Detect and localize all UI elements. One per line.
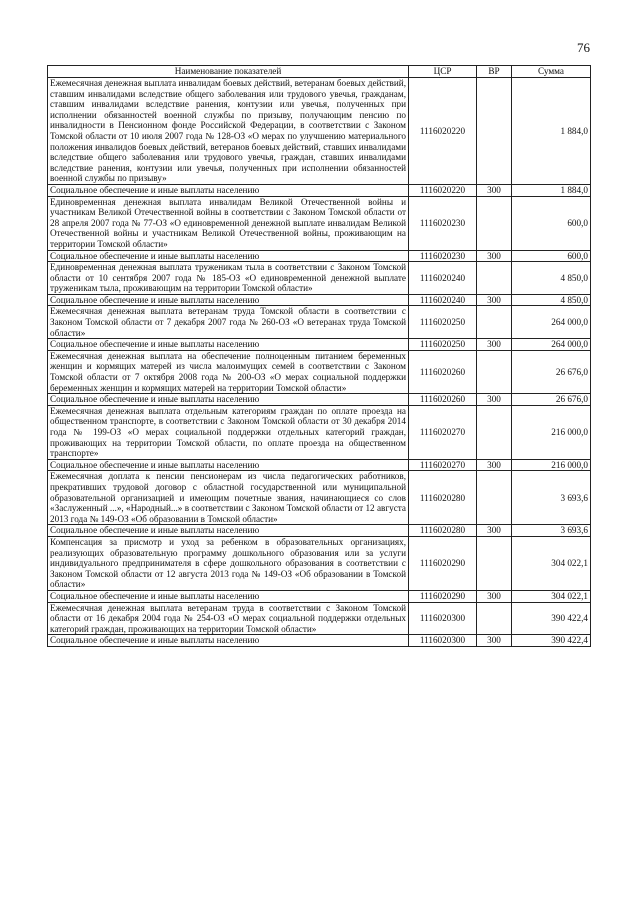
table-row (48, 471, 591, 525)
cell-csr: 1116020270 (409, 405, 477, 459)
table-subrow (48, 250, 591, 262)
table-subrow (48, 525, 591, 537)
table-row (48, 536, 591, 590)
table-body (48, 78, 591, 647)
cell-name: Ежемесячная доплата к пенсии пенсионерам из числа педагогических работников, прекративших трудовой договор с областной государственной или муниципальной образовательной организацией и имеющим почетные звания, начинающиеся со слов «Заслуженный ...», «Народный...» в соответствии с Законом Томской области от 12 августа 2013 года № 149-ОЗ «Об образовании в Томской области» (48, 471, 409, 525)
cell-sum: 304 022,1 (512, 590, 591, 602)
cell-vr (477, 602, 512, 635)
cell-sum: 600,0 (512, 196, 591, 250)
cell-name: Ежемесячная денежная выплата отдельным категориям граждан по оплате проезда на общественном транспорте, в соответствии с Законом Томской области от 30 декабря 2014 года № 199-ОЗ «О мерах социальной поддержки отдельных категорий граждан, проживающих на территории Томской области, по оплате проезда на общественном транспорте» (48, 405, 409, 459)
cell-csr: 1116020250 (409, 339, 477, 351)
cell-csr: 1116020250 (409, 306, 477, 339)
cell-vr (477, 78, 512, 185)
cell-sum: 264 000,0 (512, 306, 591, 339)
cell-csr: 1116020300 (409, 635, 477, 647)
cell-csr: 1116020290 (409, 536, 477, 590)
table-subrow (48, 339, 591, 351)
cell-sum: 4 850,0 (512, 294, 591, 306)
cell-name: Социальное обеспечение и иные выплаты населению (48, 590, 409, 602)
cell-csr: 1116020280 (409, 471, 477, 525)
cell-vr: 300 (477, 339, 512, 351)
cell-csr: 1116020240 (409, 294, 477, 306)
table-row (48, 602, 591, 635)
cell-sum: 1 884,0 (512, 184, 591, 196)
cell-sum: 1 884,0 (512, 78, 591, 185)
cell-name: Социальное обеспечение и иные выплаты населению (48, 339, 409, 351)
cell-csr: 1116020260 (409, 394, 477, 406)
table-subrow (48, 459, 591, 471)
cell-vr: 300 (477, 250, 512, 262)
table-subrow (48, 590, 591, 602)
cell-sum: 304 022,1 (512, 536, 591, 590)
cell-vr (477, 471, 512, 525)
cell-vr (477, 306, 512, 339)
table-row (48, 405, 591, 459)
cell-vr: 300 (477, 635, 512, 647)
cell-csr: 1116020220 (409, 184, 477, 196)
cell-vr (477, 405, 512, 459)
header-name: Наименование показателей (48, 66, 409, 78)
table-subrow (48, 294, 591, 306)
cell-vr: 300 (477, 294, 512, 306)
cell-csr: 1116020300 (409, 602, 477, 635)
table-row (48, 196, 591, 250)
cell-vr: 300 (477, 394, 512, 406)
table-subrow (48, 184, 591, 196)
header-row (48, 66, 591, 78)
header-sum: Сумма (512, 66, 591, 78)
table-row (48, 262, 591, 295)
cell-name: Компенсация за присмотр и уход за ребенком в образовательных организациях, реализующих образовательную программу дошкольного образования или за услуги индивидуального предпринимателя в сфере дошкольного образования в соответствии с Законом Томской области от 12 августа 2013 года № 149-ОЗ «Об образовании в Томской области» (48, 536, 409, 590)
cell-name: Социальное обеспечение и иные выплаты населению (48, 184, 409, 196)
cell-vr (477, 350, 512, 393)
cell-name: Ежемесячная денежная выплата ветеранам труда в соответствии с Законом Томской области от 16 декабря 2004 года № 254-ОЗ «О мерах социальной поддержки отдельных категорий граждан, проживающих на территории Томской области» (48, 602, 409, 635)
cell-csr: 1116020230 (409, 196, 477, 250)
cell-name: Социальное обеспечение и иные выплаты населению (48, 250, 409, 262)
cell-sum: 600,0 (512, 250, 591, 262)
cell-name: Единовременная денежная выплата труженикам тыла в соответствии с Законом Томской области от 10 сентября 2007 года № 185-ОЗ «О единовременной денежной выплате труженикам тыла, проживающим на территории Томской области» (48, 262, 409, 295)
cell-sum: 26 676,0 (512, 350, 591, 393)
cell-csr: 1116020230 (409, 250, 477, 262)
cell-csr: 1116020240 (409, 262, 477, 295)
cell-sum: 26 676,0 (512, 394, 591, 406)
cell-sum: 3 693,6 (512, 525, 591, 537)
table-subrow (48, 635, 591, 647)
table-subrow (48, 394, 591, 406)
cell-csr: 1116020290 (409, 590, 477, 602)
header-csr: ЦСР (409, 66, 477, 78)
table-row (48, 306, 591, 339)
header-vr: ВР (477, 66, 512, 78)
cell-vr: 300 (477, 590, 512, 602)
cell-name: Социальное обеспечение и иные выплаты населению (48, 294, 409, 306)
cell-vr: 300 (477, 525, 512, 537)
cell-sum: 4 850,0 (512, 262, 591, 295)
table-header (48, 66, 591, 78)
cell-sum: 390 422,4 (512, 602, 591, 635)
cell-csr: 1116020260 (409, 350, 477, 393)
cell-sum: 390 422,4 (512, 635, 591, 647)
table-row (48, 350, 591, 393)
cell-name: Социальное обеспечение и иные выплаты населению (48, 525, 409, 537)
cell-csr: 1116020280 (409, 525, 477, 537)
table-row (48, 78, 591, 185)
page-number: 76 (577, 40, 590, 55)
cell-name: Ежемесячная денежная выплата ветеранам труда Томской области в соответствии с Законом Томской области от 7 декабря 2007 года № 260-ОЗ «О ветеранах труда Томской области» (48, 306, 409, 339)
cell-vr: 300 (477, 459, 512, 471)
cell-vr: 300 (477, 184, 512, 196)
cell-csr: 1116020270 (409, 459, 477, 471)
cell-sum: 264 000,0 (512, 339, 591, 351)
cell-vr (477, 262, 512, 295)
cell-name: Социальное обеспечение и иные выплаты населению (48, 459, 409, 471)
cell-name: Социальное обеспечение и иные выплаты населению (48, 394, 409, 406)
cell-csr: 1116020220 (409, 78, 477, 185)
budget-table (47, 65, 591, 647)
cell-name: Ежемесячная денежная выплата инвалидам боевых действий, ветеранам боевых действий, ставшим инвалидами вследствие общего заболевания или трудового увечья, гражданам, ставшим инвалидами вследствие ранения, контузии или увечья, полученных при исполнении обязанностей военной службы по призыву, получающим пенсию по инвалидности в Пенсионном фонде Российской Федерации, в соответствии с Законом Томской области от 10 июля 2007 года № 128-ОЗ «О мерах по улучшению материального положения инвалидов боевых действий, ветеранов боевых действий, ставших инвалидами вследствие общего заболевания или трудового увечья, граждан, ставших инвалидами вследствие ранения, контузии или увечья, полученных при исполнении обязанностей военной службы по призыву» (48, 78, 409, 185)
cell-name: Единовременная денежная выплата инвалидам Великой Отечественной войны и участникам Великой Отечественной войны в соответствии с Законом Томской области от 28 апреля 2007 года № 77-ОЗ «О единовременной денежной выплате инвалидам Великой Отечественной войны и участникам Великой Отечественной войны, проживающим на территории Томской области» (48, 196, 409, 250)
cell-sum: 3 693,6 (512, 471, 591, 525)
cell-sum: 216 000,0 (512, 459, 591, 471)
cell-name: Ежемесячная денежная выплата на обеспечение полноценным питанием беременных женщин и кормящих матерей из числа малоимущих семей в соответствии с Законом Томской области от 7 октября 2008 года № 200-ОЗ «О мерах социальной поддержки беременных женщин и кормящих матерей на территории Томской области» (48, 350, 409, 393)
cell-sum: 216 000,0 (512, 405, 591, 459)
cell-name: Социальное обеспечение и иные выплаты населению (48, 635, 409, 647)
cell-vr (477, 196, 512, 250)
cell-vr (477, 536, 512, 590)
